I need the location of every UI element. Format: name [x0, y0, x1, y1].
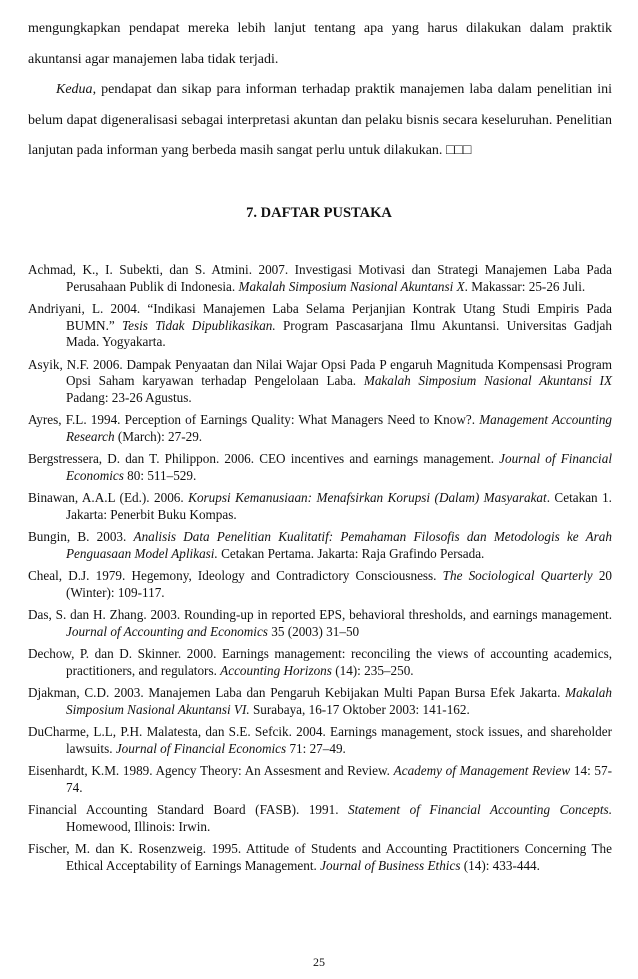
reference-item: Asyik, N.F. 2006. Dampak Penyaatan dan Nilai Wajar Opsi Pada P engaruh Magnituda Kompensasi Program Opsi Saham karyawan terhadap Pengelolaan Laba. Makalah Simposium Nasional Akuntansi IX Padang: 23-26 Agustus.	[28, 356, 613, 405]
body-text	[28, 14, 612, 167]
reference-item: Bungin, B. 2003. Analisis Data Penelitian Kualitatif: Pemahaman Filosofis dan Metodologis ke Arah Penguasaan Model Aplikasi. Cetakan Pertama. Jakarta: Raja Grafindo Persada.	[28, 529, 612, 561]
reference-item: Andriyani, L. 2004. “Indikasi Manajemen Laba Selama Perjanjian Kontrak Utang Studi Empiris Pada BUMN.” Tesis Tidak Dipublikasikan. Program Pascasarjana Ilmu Akuntansi. Universitas Gadjah Mada. Yogyakarta.	[28, 301, 613, 349]
reference-item: Eisenhardt, K.M. 1989. Agency Theory: An Assesment and Review. Academy of Management Review 14: 57-74.	[28, 763, 612, 795]
reference-item: Cheal, D.J. 1979. Hegemony, Ideology and Contradictory Consciousness. The Sociological Quarterly 20 (Winter): 109-117.	[28, 568, 613, 600]
reference-item: Ayres, F.L. 1994. Perception of Earnings Quality: What Managers Need to Know?. Management Accounting Research (March): 27-29.	[28, 412, 613, 444]
reference-item: Bergstressera, D. dan T. Philippon. 2006. CEO incentives and earnings management. Journal of Financial Economics 80: 511–529.	[28, 451, 612, 483]
reference-item: Das, S. dan H. Zhang. 2003. Rounding-up in reported EPS, behavioral thresholds, and earnings management. Journal of Accounting and Economics 35 (2003) 31–50	[28, 607, 612, 639]
page-number: 25	[313, 955, 325, 969]
reference-item: Djakman, C.D. 2003. Manajemen Laba dan Pengaruh Kebijakan Multi Papan Bursa Efek Jakarta. Makalah Simposium Nasional Akuntansi VI. Surabaya, 16-17 Oktober 2003: 141-162.	[28, 685, 612, 717]
reference-item: Achmad, K., I. Subekti, dan S. Atmini. 2007. Investigasi Motivasi dan Strategi Manajemen Laba Pada Perusahaan Publik di Indonesia. Makalah Simposium Nasional Akuntansi X. Makassar: 25-26 Juli.	[28, 262, 612, 294]
reference-item: Binawan, A.A.L (Ed.). 2006. Korupsi Kemanusiaan: Menafsirkan Korupsi (Dalam) Masyarakat. Cetakan 1. Jakarta: Penerbit Buku Kompas.	[28, 490, 612, 522]
reference-item: DuCharme, L.L, P.H. Malatesta, dan S.E. Sefcik. 2004. Earnings management, stock issues, and shareholder lawsuits. Journal of Financial Economics 71: 27–49.	[28, 724, 612, 756]
paragraph-2-text: , pendapat dan sikap para informan terhadap praktik manajemen laba dalam penelitian ini belum dapat digeneralisasi sebagai interpretasi akuntan dan pelaku bisnis secara keseluruhan. Penelitian lanjutan pada informan yang berbeda masih sangat perlu untuk dilakukan.	[28, 82, 612, 158]
reference-list	[28, 262, 612, 880]
reference-item: Fischer, M. dan K. Rosenzweig. 1995. Attitude of Students and Accounting Practitioners Concerning The Ethical Acceptability of Earnings Management. Journal of Business Ethics (14): 433-444.	[28, 841, 612, 873]
end-mark: □□□	[445, 143, 472, 158]
reference-item: Dechow, P. dan D. Skinner. 2000. Earnings management: reconciling the views of accounting academics, practitioners, and regulators. Accounting Horizons (14): 235–250.	[28, 646, 612, 678]
paragraph-2	[28, 75, 612, 167]
reference-item: Financial Accounting Standard Board (FASB). 1991. Statement of Financial Accounting Concepts. Homewood, Illinois: Irwin.	[28, 802, 612, 834]
paragraph-1: mengungkapkan pendapat mereka lebih lanjut tentang apa yang harus dilakukan dalam praktik akuntansi agar manajemen laba tidak terjadi.	[28, 21, 612, 67]
section-heading: 7. DAFTAR PUSTAKA	[246, 205, 392, 221]
paragraph-2-lead: Kedua	[56, 82, 93, 97]
